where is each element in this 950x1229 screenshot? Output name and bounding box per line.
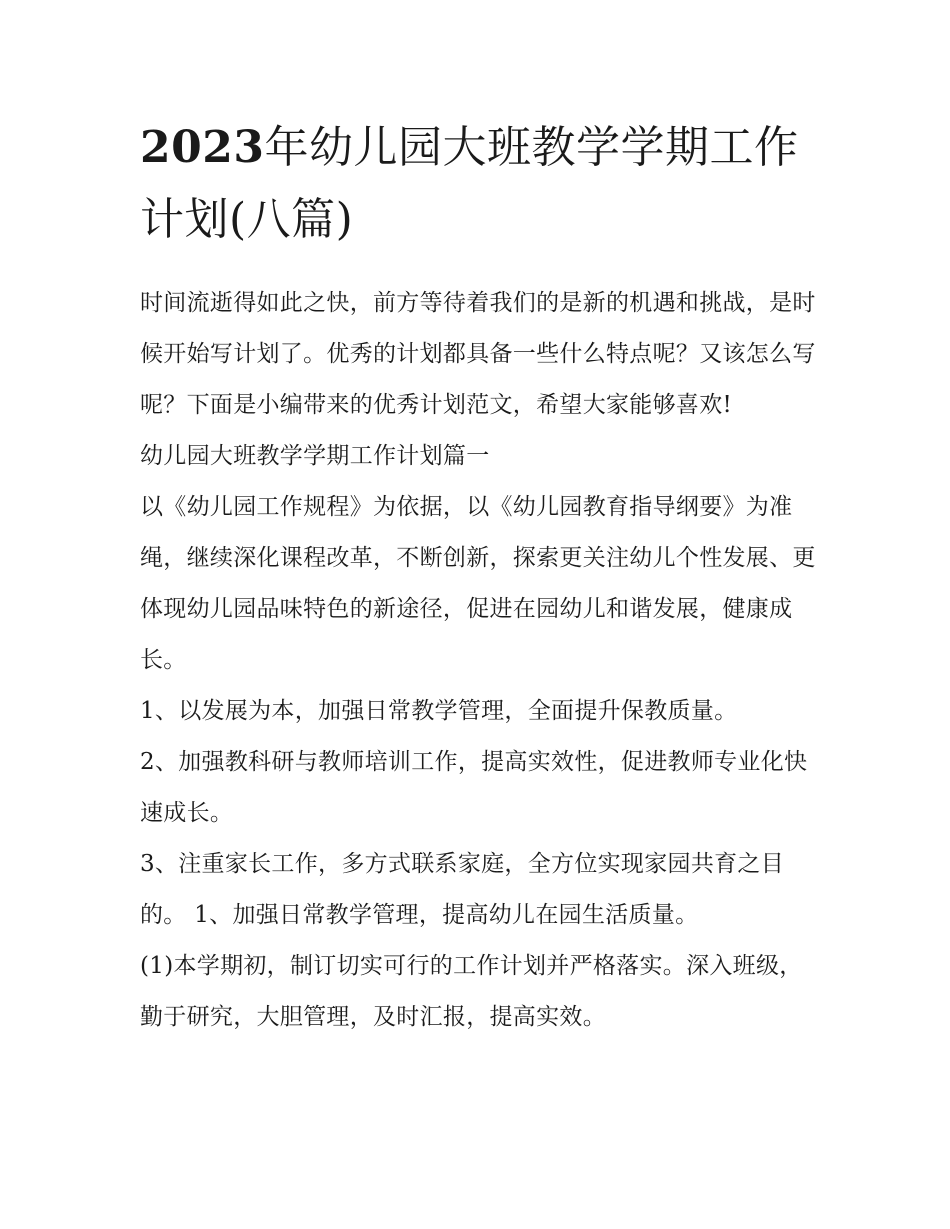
body-paragraph: 以《幼儿园工作规程》为依据，以《幼儿园教育指导纲要》为准绳，继续深化课程改革，不断创新，探索更关注幼儿个性发展、更体现幼儿园品味特色的新途径，促进在园幼儿和谐发展，健康成长。	[140, 494, 816, 673]
list-item: 3、注重家长工作，多方式联系家庭，全方位实现家园共育之目的。 1、加强日常教学管理，提高幼儿在园生活质量。	[140, 851, 785, 928]
intro-paragraph: 时间流逝得如此之快，前方等待着我们的是新的机遇和挑战，是时候开始写计划了。优秀的计划都具备一些什么特点呢？又该怎么写呢？下面是小编带来的优秀计划范文，希望大家能够喜欢!	[140, 290, 816, 418]
list-item: 2、加强教科研与教师培训工作，提高实效性，促进教师专业化快速成长。	[140, 749, 808, 826]
document-page	[140, 112, 820, 1043]
list-item: (1)本学期初，制订切实可行的工作计划并严格落实。深入班级，勤于研究，大胆管理，及时汇报，提高实效。	[140, 953, 803, 1030]
list-item: 1、以发展为本，加强日常教学管理，全面提升保教质量。	[140, 698, 738, 724]
title-year: 2023	[140, 122, 265, 173]
document-title	[140, 112, 820, 256]
title-text: 年幼儿园大班教学学期工作计划(八篇)	[140, 122, 799, 245]
document-body	[140, 278, 820, 1043]
section-heading: 幼儿园大班教学学期工作计划篇一	[140, 443, 490, 469]
